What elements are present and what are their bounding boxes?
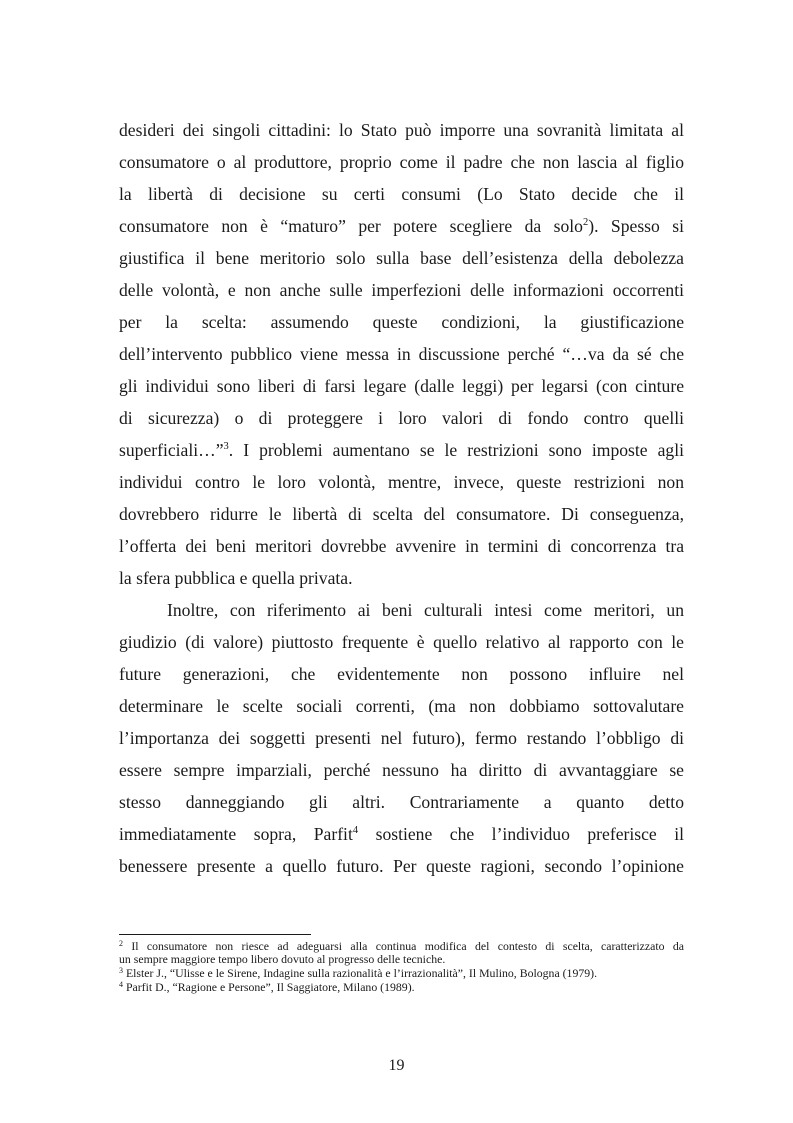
body-line [119,823,684,845]
body-line: giustifica il bene meritorio solo sulla base dell’esistenza della debolezza [119,248,684,268]
body-line: desideri dei singoli cittadini: lo Stato può imporre una sovranità limitata al [119,120,684,140]
paragraph-first-line: Inoltre, con riferimento ai beni culturali intesi come meritori, un [167,600,684,620]
footnote-text: Elster J., “Ulisse e le Sirene, Indagine sulla razionalità e l’irrazionalità”, Il Mulino, Bologna (1979). [125,966,598,980]
body-line: individui contro le loro volontà, mentre, invece, queste restrizioni non [119,472,684,492]
body-line: l’offerta dei beni meritori dovrebbe avvenire in termini di concorrenza tra [119,536,684,556]
body-line: per la scelta: assumendo queste condizioni, la giustificazione [119,312,684,332]
footnote-2-continued: un sempre maggiore tempo libero dovuto al progresso delle tecniche. [119,952,446,966]
body-line: la libertà di decisione su certi consumi (Lo Stato decide che il [119,184,684,204]
body-line: benessere presente a quello futuro. Per queste ragioni, secondo l’opinione [119,856,684,876]
body-line: future generazioni, che evidentemente non possono influire nel [119,664,684,684]
footnote-number: 3 [119,966,123,975]
body-line: dell’intervento pubblico viene messa in discussione perché “…va da sé che [119,344,684,364]
footnote-ref: 4 [352,825,359,836]
body-line: di sicurezza) o di proteggere i loro valori di fondo contro quelli [119,408,684,428]
body-line: determinare le scelte sociali correnti, (ma non dobbiamo sottovalutare [119,696,684,716]
body-text: immediatamente sopra, Parfit [119,824,353,844]
footnote-number: 4 [119,980,123,989]
body-line: delle volontà, e non anche sulle imperfezioni delle informazioni occorrenti [119,280,684,300]
body-line [119,439,684,461]
footnote-4 [119,981,684,995]
footnote-separator [119,934,311,935]
body-line [119,215,684,237]
body-line: gli individui sono liberi di farsi legare (dalle leggi) per legarsi (con cinture [119,376,684,396]
body-line: l’importanza dei soggetti presenti nel futuro), fermo restando l’obbligo di [119,728,684,748]
body-line: stesso danneggiando gli altri. Contrariamente a quanto detto [119,792,684,812]
body-line: consumatore o al produttore, proprio come il padre che non lascia al figlio [119,152,684,172]
footnote-ref: 3 [223,441,229,452]
body-line: essere sempre imparziali, perché nessuno ha diritto di avvantaggiare se [119,760,684,780]
footnote-text: Il consumatore non riesce ad adeguarsi alla continua modifica del contesto di scelta, caratterizzato da [131,939,684,953]
body-line: giudizio (di valore) piuttosto frequente è quello relativo al rapporto con le [119,632,684,652]
footnote-ref: 2 [582,217,589,228]
footnote-3 [119,967,684,981]
body-text: ). Spesso si [588,216,684,236]
body-text: consumatore non è “maturo” per potere scegliere da solo [119,216,583,236]
body-line: la sfera pubblica e quella privata. [119,568,353,588]
body-text: superficiali…” [119,440,224,460]
body-text: . I problemi aumentano se le restrizioni sono imposte agli [228,440,684,460]
footnote-text: Parfit D., “Ragione e Persone”, Il Saggiatore, Milano (1989). [125,980,415,994]
footnote-number: 2 [119,939,123,948]
page-number: 19 [388,1057,405,1074]
body-text: sostiene che l’individuo preferisce il [358,824,684,844]
body-line: dovrebbero ridurre le libertà di scelta del consumatore. Di conseguenza, [119,504,684,524]
